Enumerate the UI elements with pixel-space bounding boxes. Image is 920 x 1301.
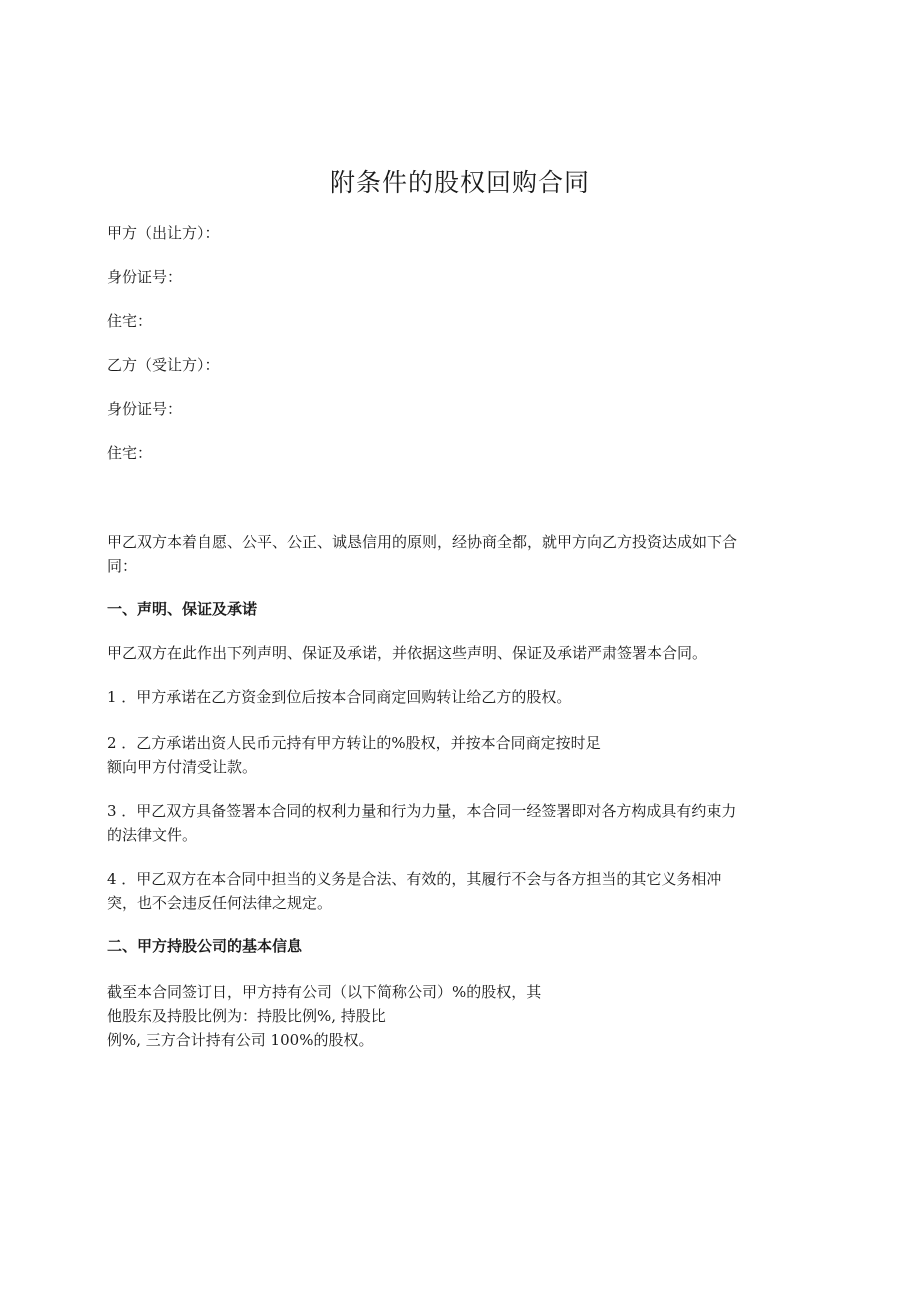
party-a-id-label: 身份证号： [107, 268, 183, 286]
item-4-line-2: 突，也不会违反任何法律之规定。 [107, 894, 333, 912]
section-1-item-3 [107, 799, 827, 847]
section-1-item-1: 1 ．甲方承诺在乙方资金到位后按本合同商定回购转让给乙方的股权。 [107, 688, 572, 706]
item-2-line-1: 2 ．乙方承诺出资人民币元持有甲方转让的%股权，并按本合同商定按时足 [107, 734, 601, 752]
item-3-line-1: 3 ．甲乙双方具备签署本合同的权利力量和行为力量，本合同一经签署即对各方构成具有约束力 [107, 802, 737, 820]
item-3-line-2: 的法律文件。 [107, 826, 198, 844]
intro-line-2: 同： [107, 557, 138, 575]
party-a-label: 甲方（出让方）： [107, 224, 220, 242]
section-2-line-2: 他股东及持股比例为：持股比例%, 持股比 [107, 1007, 386, 1025]
section-2-heading: 二、甲方持股公司的基本信息 [107, 937, 303, 955]
section-1-heading: 一、声明、保证及承诺 [107, 600, 258, 618]
document-title: 附条件的股权回购合同 [329, 168, 590, 197]
party-b-address-label: 住宅： [107, 444, 153, 462]
party-a-address-label: 住宅： [107, 312, 153, 330]
item-4-line-1: 4 ．甲乙双方在本合同中担当的义务是合法、有效的，其履行不会与各方担当的其它义务相冲 [107, 870, 722, 888]
intro-paragraph [107, 530, 827, 578]
party-b-label: 乙方（受让方）： [107, 356, 220, 374]
item-2-line-2: 额向甲方付清受让款。 [107, 758, 258, 776]
party-b-id-label: 身份证号： [107, 400, 183, 418]
section-1-item-4 [107, 867, 827, 915]
section-1-item-2 [107, 731, 827, 779]
section-1-preface: 甲乙双方在此作出下列声明、保证及承诺，并依据这些声明、保证及承诺严肃签署本合同。 [107, 644, 708, 662]
intro-line-1: 甲乙双方本着自愿、公平、公正、诚恳信用的原则，经协商全都，就甲方向乙方投资达成如下合 [107, 533, 738, 551]
section-2-line-1: 截至本合同签订日，甲方持有公司（以下简称公司）%的股权，其 [107, 983, 542, 1001]
section-2-line-3: 例%, 三方合计持有公司 100%的股权。 [107, 1031, 374, 1049]
section-2-paragraph [107, 980, 827, 1052]
